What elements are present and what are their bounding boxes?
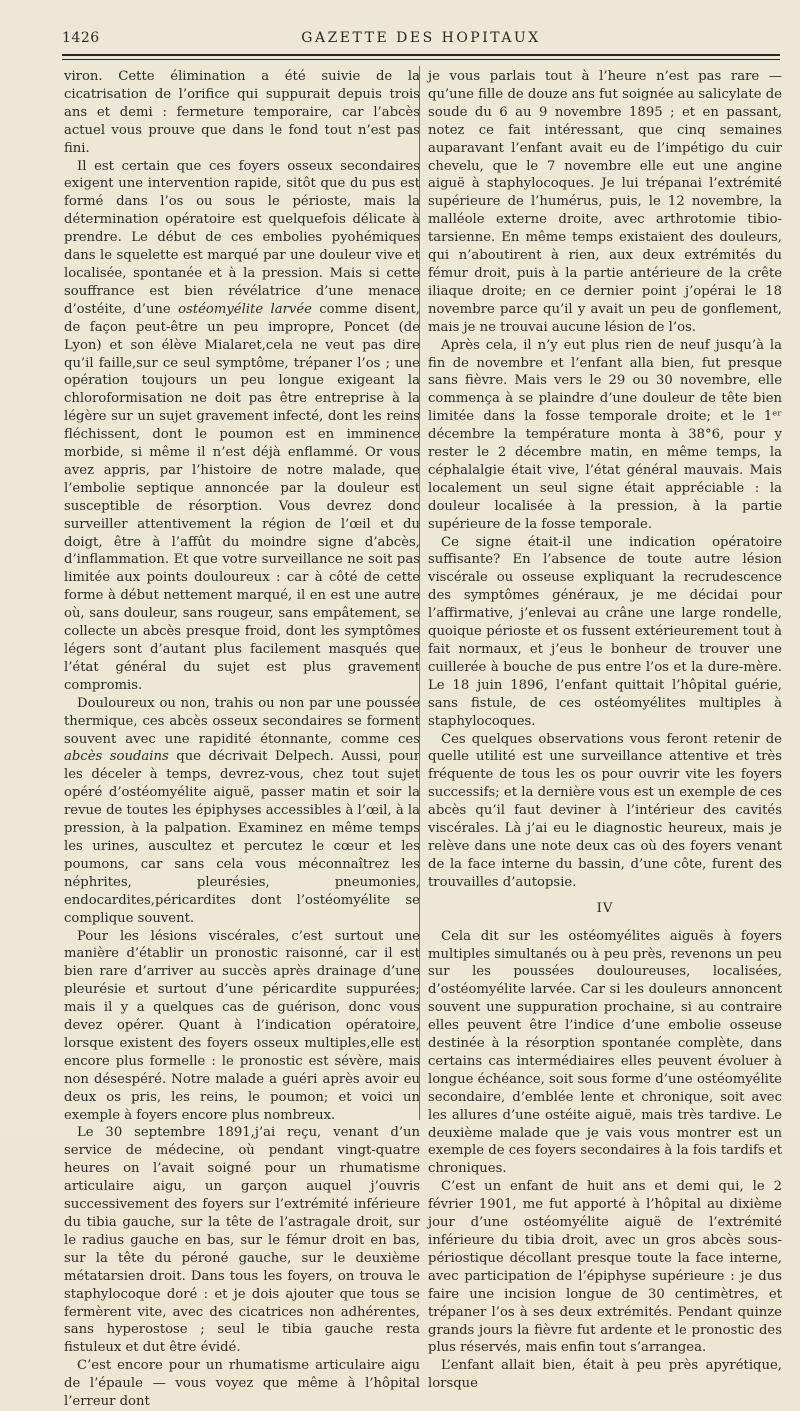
italic-term: abcès soudains — [64, 749, 169, 765]
section-heading: IV — [596, 900, 614, 916]
left-column — [64, 68, 420, 1411]
paragraph: Le 30 septembre 1891,j’ai reçu, venant d’un service de médecine, où pendant vingt-quatre heures on l’avait soigné pour un rhumatisme articulaire aigu, un garçon auquel j’ouvris successivement des foyers sur l’extrémité inférieure du tibia gauche, sur la tête de l’astragale droit, sur le radius gauche en bas, sur le fémur droit en bas, sur la tête du péroné gauche, sur le deuxième métatarsien droit. Dans tous les foyers, on trouva le staphylocoque doré : et je dois ajouter que tous se fermèrent vite, avec des cicatrices non adhérentes, sans hyperostose ; seul le tibia gauche resta fistuleux et dut être évidé. — [64, 1125, 420, 1356]
paragraph: viron. Cette élimination a été suivie de la cicatrisation de l’orifice qui suppurait depuis trois ans et demi : fermeture temporaire, car l’abcès actuel vous prouve que dans le fond tout n’est pas fini. — [64, 69, 420, 156]
paragraph: je vous parlais tout à l’heure n’est pas rare — qu’une fille de douze ans fut soignée au salicylate de soude du 6 au 9 novembre 1895 ; et en passant, notez ce fait intéressant, que cinq semaines auparavant l’enfant avait eu de l’impétigo du cuir chevelu, que le 7 novembre elle eut une angine aiguë à staphylocoques. Je lui trépanai l’extrémité supérieure de l’humérus, puis, le 12 novembre, la malléole externe droite, avec arthrotomie tibio-tarsienne. En même temps existaient des douleurs, qui n’aboutirent à rien, aux deux extrémités du fémur droit, puis à la partie antérieure de la crête iliaque droite; en ce dernier point j’opérai le 18 novembre parce qu’il y avait un peu de gonflement, mais je ne trouvai aucune lésion de l’os. — [428, 69, 782, 335]
paragraph: Pour les lésions viscérales, c’est surtout une manière d’établir un pronostic raisonné, car il est bien rare d’arriver au succès après drainage d’une pleurésie et surtout d’une péricardite suppurées; mais il y a quelques cas de guérison, donc vous devez opérer. Quant à l’indication opératoire, lorsque existent des foyers osseux multiples,elle est encore plus formelle : le pronostic est sévère, mais non désespéré. Notre malade a guéri après avoir eu deux os pris, les reins, le poumon; et voici un exemple à foyers encore plus nombreux. — [64, 928, 420, 1123]
paragraph: C’est un enfant de huit ans et demi qui, le 2 février 1901, me fut apporté à l’hôpital au dixième jour d’une ostéomyélite aiguë de l’extrémité inférieure du tibia droit, avec un gros abcès sous-périostique décollant presque toute la face interne, avec participation de l’épiphyse supérieure : je dus faire une incision longue de 30 centimètres, et trépaner l’os à ses deux extrémités. Pendant quinze grands jours la fièvre fut ardente et le pronostic des plus réservés, mais enfin tout s’arrangea. — [428, 1179, 782, 1356]
page-header — [62, 30, 780, 50]
paragraph: Ce signe était-il une indication opératoire suffisante? En l’absence de toute autre lésion viscérale ou osseuse expliquant la recrudescence des symptômes généraux, je me décidai pour l’affirmative, j’enlevai au crâne une large rondelle, quoique périoste et os fussent extérieurement tout à fait normaux, et j’eus le bonheur de trouver une cuillerée à bouche de pus entre l’os et la dure-mère. Le 18 juin 1896, l’enfant quittait l’hôpital guérie, sans fistule, de ces ostéomyélites multiples à staphylocoques. — [428, 534, 782, 729]
journal-title: GAZETTE DES HOPITAUX — [301, 30, 541, 46]
paragraph: Il est certain que ces foyers osseux secondaires exigent une intervention rapide, sitôt que du pus est formé dans l’os ou sous le périoste, mais la détermination opératoire est quelquefois délicate à prendre. Le début de ces embolies pyohémiques dans le squelette est marqué par une douleur vive et localisée, spontanée et à la pression. Mais si cette souffrance est bien révélatrice d’une menace d’ostéite, d’une ostéomyélite larvée comme disent, de façon peut-être un peu impropre, Poncet (de Lyon) et son élève Mialaret,cela ne veut pas dire qu’il faille,sur ce seul symptôme, trépaner l’os ; une opération toujours un peu longue exigeant la chloroformisation ne doit pas être entreprise à la légère sur un sujet gravement infecté, dont les reins fléchissent, dont le poumon est en imminence morbide, si même il n’est déjà enflammé. Or vous avez appris, par l’histoire de notre malade, que l’embolie septique annoncée par la douleur est susceptible de résorption. Vous devrez donc surveiller attentivement la région de l’œil et du doigt, être à l’affût du moindre signe d’abcès, d’inflammation. Et que votre surveillance ne soit pas limitée aux points douloureux : car à côté de cette forme à début nettement marqué, il en est une autre où, sans douleur, sans rougeur, sans empâtement, se collecte un abcès presque froid, dont les symptômes légers sont d’autant plus facilement masqués que l’état général du sujet est plus gravement compromis. — [64, 158, 420, 693]
paragraph: Après cela, il n’y eut plus rien de neuf jusqu’à la fin de novembre et l’enfant alla bien, fut presque sans fièvre. Mais vers le 29 ou 30 novembre, elle commença à se plaindre d’une douleur de tête bien limitée dans la fosse temporale droite; et le 1ᵉʳ décembre la température monta à 38°6, pour y rester le 2 décembre matin, en même temps, la céphalalgie était vive, l’état général mauvais. Mais localement un seul signe était appréciable : la douleur localisée à la pression, à la partie supérieure de la fosse temporale. — [428, 337, 782, 532]
header-rule-thin — [62, 59, 780, 60]
paragraph: Ces quelques observations vous feront retenir de quelle utilité est une surveillance attentive et très fréquente de tous les os pour ouvrir vite les foyers successifs; et la dernière vous est un exemple de ces abcès qu’il faut deviner à l’intérieur des cavités viscérales. Là j’ai eu le diagnostic heureux, mais je relève dans une note deux cas où des foyers venant de la face interne du bassin, d’une côte, furent des trouvailles d’autopsie. — [428, 731, 782, 890]
paragraph: Cela dit sur les ostéomyélites aiguës à foyers multiples simultanés ou à peu près, revenons un peu sur les poussées douloureuses, localisées, d’ostéomyélite larvée. Car si les douleurs annoncent souvent une suppuration prochaine, si au contraire elles peuvent être l’indice d’une embolie osseuse destinée à la résorption spontanée complète, dans certains cas intermédiaires elles peuvent évoluer à longue échéance, soit sous forme d’une ostéomyélite secondaire, d’emblée lente et chronique, soit avec les allures d’une ostéite aiguë, mais très tardive. Le deuxième malade que je vais vous montrer est un exemple de ces foyers secondaires à la fois tardifs et chroniques. — [428, 928, 782, 1177]
page-number: 1426 — [62, 30, 100, 46]
right-column — [428, 68, 782, 1393]
header-rule-thick — [62, 54, 780, 56]
column-divider — [419, 66, 420, 1120]
italic-term: ostéomyélite larvée — [178, 301, 312, 317]
paragraph: L’enfant allait bien, était à peu près apyrétique, lorsque — [428, 1358, 782, 1392]
paragraph: Douloureux ou non, trahis ou non par une poussée thermique, ces abcès osseux secondaires se forment souvent avec une rapidité étonnante, comme ces abcès soudains que décrivait Delpech. Aussi, pour les déceler à temps, devrez-vous, chez tout sujet opéré d’ostéomyélite aiguë, passer matin et soir la revue de toutes les épiphyses accessibles à l’œil, à la pression, à la palpation. Examinez en même temps les urines, auscultez et percutez le cœur et les poumons, car sans cela vous méconnaîtrez les néphrites, pleurésies, pneumonies, endocardites,péricardites dont l’ostéomyélite se complique souvent. — [64, 695, 420, 926]
paragraph: C’est encore pour un rhumatisme articulaire aigu de l’épaule — vous voyez que même à l’hôpital l’erreur dont — [64, 1358, 420, 1410]
